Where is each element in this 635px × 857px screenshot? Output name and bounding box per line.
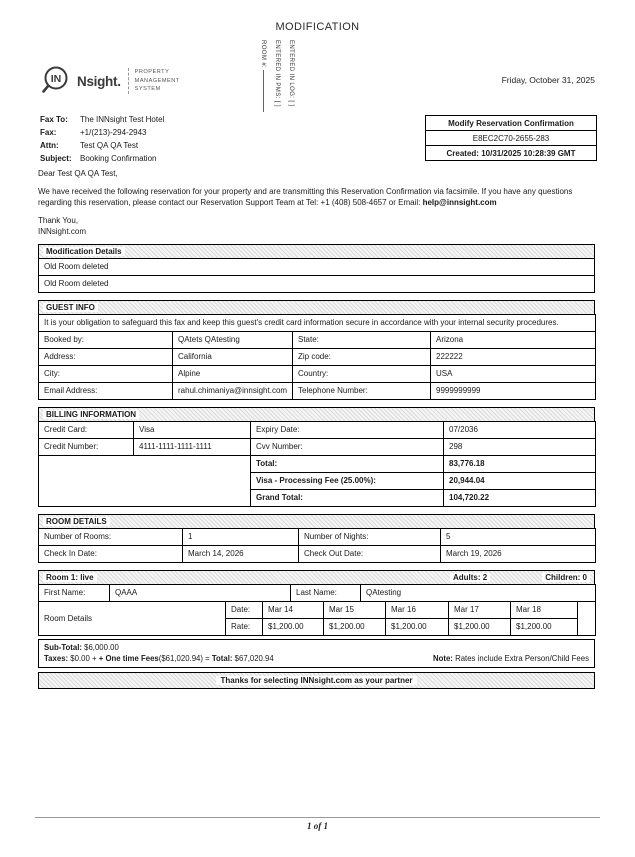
room-1-adults: Adults: 2 [450, 573, 490, 582]
document-date: Friday, October 31, 2025 [501, 75, 595, 85]
confirmation-title: Modify Reservation Confirmation [448, 118, 574, 128]
room-number-label: ROOM #: [260, 40, 266, 69]
guest-info-table [38, 314, 596, 400]
subtotal-line: Sub-Total: $6,000.00 [44, 642, 119, 652]
confirmation-code: E8EC2C70-2655-283 [426, 130, 596, 145]
modification-details-table [38, 258, 595, 293]
rates-note: Note: Rates include Extra Person/Child Fees [432, 654, 589, 664]
billing-information-section [38, 407, 595, 507]
processing-fee-value: 20,944.04 [444, 472, 596, 489]
table-row: Visa - Processing Fee (25.00%): 20,944.04 [39, 472, 596, 489]
room-1-name-table [38, 584, 596, 602]
table-row [39, 314, 596, 331]
table-row: Address: California Zip code: 222222 [39, 348, 596, 365]
reservation-confirmation-box [425, 115, 597, 161]
magnifier-icon [40, 64, 80, 98]
totals-lines [44, 642, 274, 665]
first-name-value: QAAA [110, 584, 291, 601]
brand-text: Nsight. [77, 73, 121, 89]
tagline-line: PROPERTY [134, 69, 170, 76]
billing-table [38, 421, 596, 507]
table-row: Rate: $1,200.00 $1,200.00 $1,200.00 $1,200.00 $1,200.00 [39, 618, 596, 635]
room-details-table [38, 528, 596, 563]
table-row: Total: 83,776.18 [39, 455, 596, 472]
table-row: Grand Total: 104,720.22 [39, 489, 596, 506]
taxes-line: Taxes: $0.00 + + One time Fees($61,020.94) = Total: $67,020.94 [44, 654, 274, 664]
room-details-section [38, 514, 595, 563]
support-email: help@innsight.com [422, 197, 497, 207]
modification-details-header: Modification Details [38, 244, 595, 259]
table-row: Check In Date: March 14, 2026 Check Out Date: March 19, 2026 [39, 545, 596, 562]
table-row: Old Room deleted [39, 258, 595, 275]
tagline-line: MANAGEMENT [134, 77, 180, 84]
svg-text:IN: IN [50, 73, 62, 85]
security-note: It is your obligation to safeguard this fax and keep this guest's credit card information secure in accordance with your internal security procedures. [39, 314, 596, 331]
guest-info-header: GUEST INFO [38, 300, 595, 315]
page-number: 1 of 1 [35, 817, 600, 831]
tagline-line: SYSTEM [134, 86, 161, 93]
room-details-label: Room Details [39, 601, 226, 635]
room-1-rates-table [38, 601, 596, 636]
billing-information-header: BILLING INFORMATION [38, 407, 595, 422]
table-row: City: Alpine Country: USA [39, 365, 596, 382]
document-title: MODIFICATION [275, 21, 360, 33]
fax-subject-row: Subject: Booking Confirmation [40, 154, 157, 163]
letter-body [38, 169, 595, 237]
last-name-value: QAtesting [361, 584, 596, 601]
fax-number-row: Fax: +1/(213)-294-2943 [40, 128, 147, 137]
table-row: Old Room deleted [39, 275, 595, 292]
room-1-summary-box [38, 639, 595, 668]
table-row: Credit Number: 4111-1111-1111-1111 Cvv Number: 298 [39, 438, 596, 455]
billing-empty-cell [39, 455, 251, 506]
table-row: Booked by: QAtets QAtesting State: Arizona [39, 331, 596, 348]
innsight-logo [40, 64, 180, 98]
thank-you-line: Thank You, [38, 216, 79, 226]
rates-trailing-cell [578, 601, 596, 635]
room-details-header: ROOM DETAILS [38, 514, 595, 529]
table-row: Credit Card: Visa Expiry Date: 07/2036 [39, 421, 596, 438]
entered-in-pms-checkbox: ENTERED IN PMS: [ ] [274, 40, 280, 107]
fax-attn-row: Attn: Test QA QA Test [40, 141, 139, 150]
fax-header-block [40, 113, 164, 165]
room-1-header [38, 570, 595, 585]
entry-stamp-block [260, 40, 294, 112]
letter-paragraph: We have received the following reservation for your property and are transmitting this Reservation Confirmation via facsimile. If you have any questions regarding this reservation, please contact our Reservation Support Team at Tel: +1 (408) 508-4657 or Email: help@innsight.com [38, 187, 573, 207]
total-value: 83,776.18 [444, 455, 596, 472]
table-row: First Name: QAAA Last Name: QAtesting [39, 584, 596, 601]
room-1-section [38, 570, 595, 668]
thanks-banner: Thanks for selecting INNsight.com as your partner [38, 672, 595, 689]
signature-line: INNsight.com [38, 226, 87, 236]
room-1-children: Children: 0 [542, 573, 590, 582]
table-row: Email Address: rahul.chimaniya@innsight.com Telephone Number: 9999999999 [39, 382, 596, 399]
grand-total-value: 104,720.22 [444, 489, 596, 506]
room-number-blank-line [263, 70, 264, 112]
brand-tagline [128, 68, 180, 94]
guest-email-value: rahul.chimaniya@innsight.com [173, 382, 293, 399]
fax-to-row: Fax To: The INNsight Test Hotel [40, 115, 165, 124]
table-row: Number of Rooms: 1 Number of Nights: 5 [39, 528, 596, 545]
entered-in-log-checkbox: ENTERED IN LOG: [ ] [288, 40, 294, 107]
table-row: Room Details Date: Mar 14 Mar 15 Mar 16 Mar 17 Mar 18 [39, 601, 596, 618]
greeting: Dear Test QA QA Test, [38, 169, 118, 178]
room-number-stamp [260, 40, 266, 112]
room-1-title: Room 1: live [43, 573, 97, 582]
modification-details-section [38, 244, 595, 293]
confirmation-created: Created: 10/31/2025 10:28:39 GMT [426, 145, 596, 160]
guest-info-section [38, 300, 595, 400]
